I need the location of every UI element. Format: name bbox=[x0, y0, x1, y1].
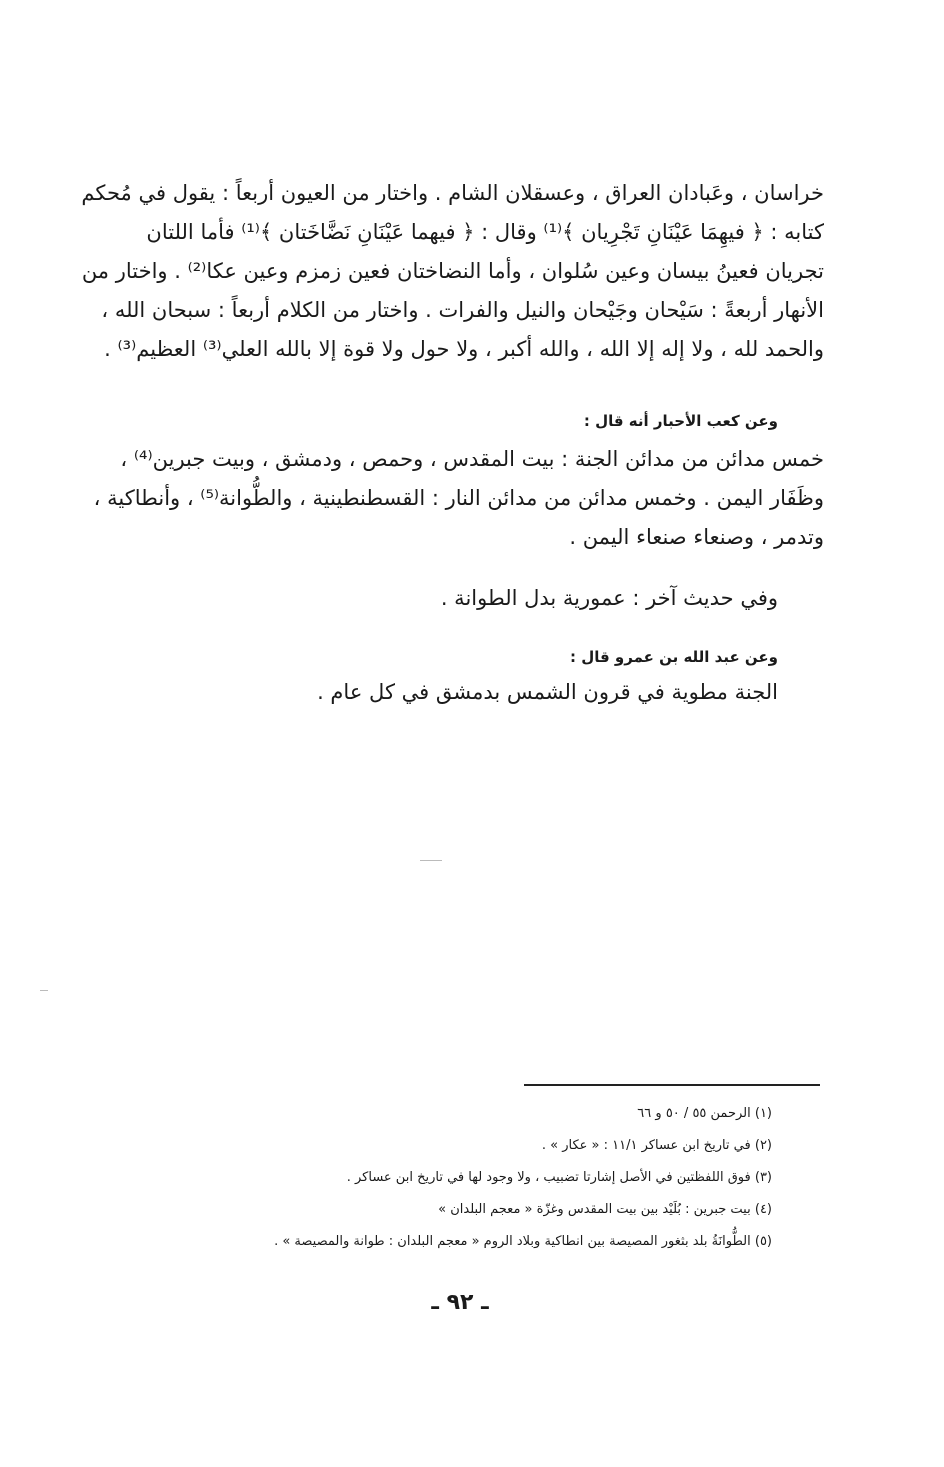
text-line: خراسان ، وعَبادان العراق ، وعسقلان الشام . واختار من العيون أربعاً : يقول في مُحكم bbox=[81, 181, 824, 205]
text-line: وظَفَار اليمن . وخمس مدائن من مدائن النار : القسطنطينية ، والطُّوانة⁽⁵⁾ ، وأنطاكية ، bbox=[93, 486, 824, 510]
text-line: كتابه : ﴿ فيهِمَا عَيْنَانِ تَجْرِيان ﴾⁽¹⁾ وقال : ﴿ فيهما عَيْنَانِ نَضَّاخَتان ﴾⁽¹⁾ فأما اللتان bbox=[146, 220, 824, 244]
footnote: (٢) في تاريخ ابن عساكر ١١/١ : « عكار » . bbox=[541, 1138, 772, 1153]
footnote: (٥) الطُّوانَةُ بلد بثغور المصيصة بين انطاكية وبلاد الروم « معجم البلدان : طوانة والمصيصة » . bbox=[274, 1234, 772, 1249]
footnote-divider bbox=[524, 1084, 820, 1086]
scan-speck bbox=[420, 860, 442, 861]
section-heading: وعن كعب الأحبار أنه قال : bbox=[583, 412, 778, 430]
text-line: والحمد لله ، ولا إله إلا الله ، والله أكبر ، ولا حول ولا قوة إلا بالله العلي⁽³⁾ العظيم⁽³⁾ . bbox=[104, 337, 824, 361]
statement-line: الجنة مطوية في قرون الشمس بدمشق في كل عام . bbox=[317, 680, 778, 704]
footnote: (١) الرحمن ٥٥ / ٥٠ و ٦٦ bbox=[637, 1106, 772, 1121]
text-line: تجريان فعينُ بيسان وعين سُلوان ، وأما النضاختان فعين زمزم وعين عكا⁽²⁾ . واختار من bbox=[81, 259, 824, 283]
hadith-variant: وفي حديث آخر : عمورية بدل الطوانة . bbox=[440, 586, 778, 610]
text-line: خمس مدائن من مدائن الجنة : بيت المقدس ، وحمص ، ودمشق ، وبيت جبرين⁽⁴⁾ ، bbox=[120, 447, 824, 471]
footnote: (٤) بيت جبرين : بُلَيْد بين بيت المقدس وغزّة « معجم البلدان » bbox=[438, 1202, 772, 1217]
page-number: ـ ٩٢ ـ bbox=[431, 1290, 489, 1315]
footnotes-list bbox=[152, 1098, 772, 1258]
scan-speck bbox=[40, 990, 48, 991]
text-line: وتدمر ، وصنعاء صنعاء اليمن . bbox=[569, 525, 824, 549]
cities-paragraph bbox=[93, 440, 824, 557]
section-heading: وعن عبد الله بن عمرو قال : bbox=[570, 648, 778, 666]
footnote: (٣) فوق اللفظتين في الأصل إشارتا تضبيب ، ولا وجود لها في تاريخ ابن عساكر . bbox=[346, 1170, 772, 1185]
main-paragraph bbox=[81, 174, 824, 369]
text-line: الأنهار أربعةً : سَيْحان وجَيْحان والنيل والفرات . واختار من الكلام أربعاً : سبحان الله ، bbox=[101, 298, 824, 322]
